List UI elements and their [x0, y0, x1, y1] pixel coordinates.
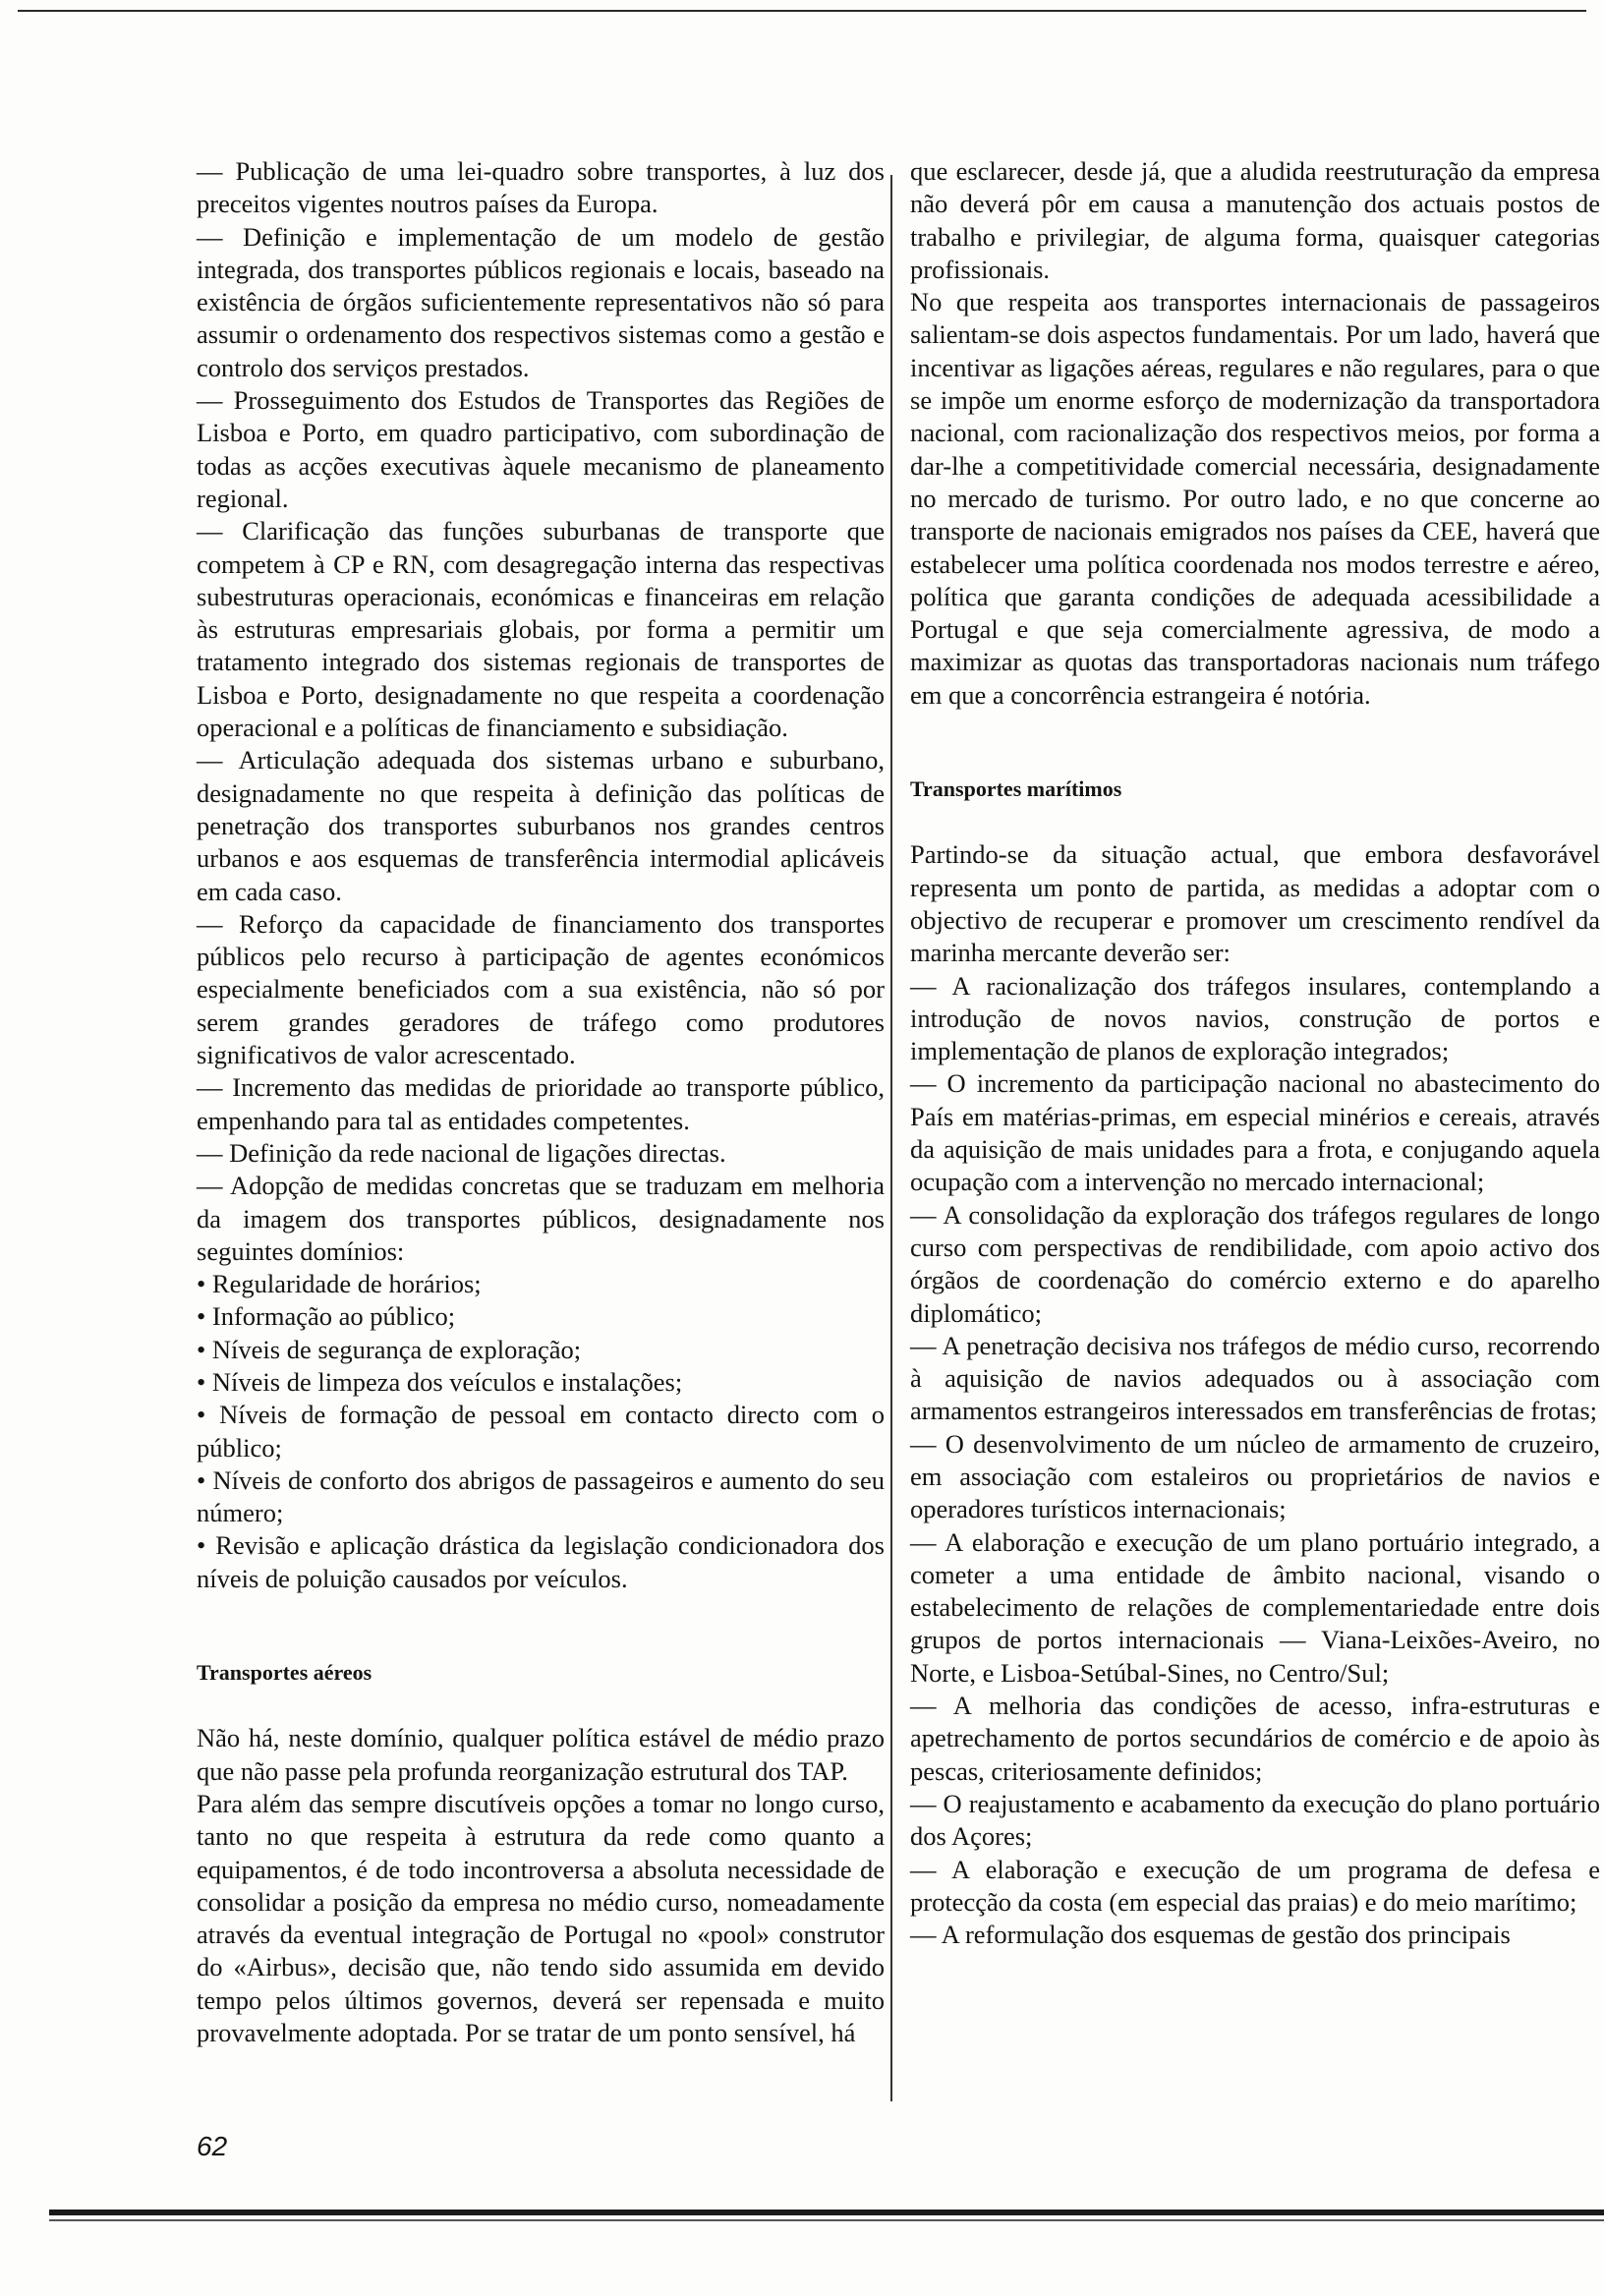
list-item: — A penetração decisiva nos tráfegos de médio curso, recorrendo à aquisição de navios adequados ou à associação com armamentos estrangeiros interessados em transferências de frotas; [910, 1330, 1600, 1426]
list-item: — O desenvolvimento de um núcleo de armamento de cruzeiro, em associação com estaleiros ou proprietários de navios e operadores turísticos internacionais; [910, 1428, 1600, 1524]
bullet-item: • Regularidade de horários; [197, 1269, 482, 1299]
list-item: — A reformulação dos esquemas de gestão dos principais [910, 1920, 1511, 1950]
list-item: — O reajustamento e acabamento da execução do plano portuário dos Açores; [910, 1788, 1600, 1852]
bullet-item: • Informação ao público; [197, 1301, 456, 1332]
bullet-item: • Níveis de formação de pessoal em contacto directo com o público; [197, 1400, 885, 1463]
list-item: — O incremento da participação nacional no abastecimento do País em matérias-primas, em especial minérios e cereais, através da aquisição de mais unidades para a frota, e conjugando aquela ocupação com a intervenção no mercado internacional; [910, 1068, 1600, 1197]
section-spacer [197, 1595, 885, 1656]
list-item: — A melhoria das condições de acesso, infra-estruturas e apetrechamento de portos secundários de comércio e de apoio às pescas, criteriosamente definidos; [910, 1691, 1600, 1786]
section-spacer [910, 805, 1600, 838]
paragraph: que esclarecer, desde já, que a aludida reestruturação da empresa não deverá pôr em causa a manutenção dos actuais postos de trabalho e privilegiar, de alguma forma, quaisquer categorias profissionais. [910, 156, 1600, 284]
bottom-border-line-thin [49, 2219, 1604, 2221]
list-item: — A elaboração e execução de um plano portuário integrado, a cometer a uma entidade de âmbito nacional, visando o estabelecimento de relações de complementariedade entre dois grupos de portos internacionais — Viana-Leixões-Aveiro, no Norte, e Lisboa-Setúbal-Sines, no Centro/Sul; [910, 1526, 1600, 1688]
paragraph: No que respeita aos transportes internacionais de passageiros salientam-se dois aspectos fundamentais. Por um lado, haverá que incentivar as ligações aéreas, regulares e não regulares, para o que se impõe um enorme esforço de modernização da transportadora nacional, com racionalização dos respectivos meios, por forma a dar-lhe a competitividade comercial necessária, designadamente no mercado de turismo. Por outro lado, e no que concerne ao transporte de nacionais emigrados nos países da CEE, haverá que estabelecer uma política coordenada nos modos terrestre e aéreo, política que garanta condições de adequada acessibilidade a Portugal e que seja comercialmente agressiva, de modo a maximizar as quotas das transportadoras nacionais num tráfego em que a concorrência estrangeira é notória. [910, 287, 1600, 710]
bottom-border-line [49, 2210, 1604, 2215]
bullet-item: • Níveis de limpeza dos veículos e instalações; [197, 1366, 683, 1397]
page-number: 62 [197, 2131, 228, 2161]
list-item: — A consolidação da exploração dos tráfegos regulares de longo curso com perspectivas de rendibilidade, com apoio activo dos órgãos de coordenação do comércio externo e do aparelho diplomático; [910, 1199, 1600, 1328]
list-item: — Adopção de medidas concretas que se traduzam em melhoria da imagem dos transportes públicos, designadamente nos seguintes domínios: [197, 1171, 885, 1266]
bullet-item: • Níveis de segurança de exploração; [197, 1334, 582, 1364]
paragraph: Não há, neste domínio, qualquer política estável de médio prazo que não passe pela profunda reorganização estrutural dos TAP. [197, 1723, 885, 1786]
section-spacer [910, 712, 1600, 773]
section-spacer [197, 1689, 885, 1722]
right-column [910, 155, 1600, 1951]
paragraph: Para além das sempre discutíveis opções a tomar no longo curso, tanto no que respeita à estrutura da rede como quanto a equipamentos, é de todo incontroversa a absoluta necessidade de consolidar a posição da empresa no médio curso, nomeadamente através da eventual integração de Portugal no «pool» construtor do «Airbus», decisão que, não tendo sido assumida em devido tempo pelos últimos governos, deverá ser repensada e muito provavelmente adoptada. Por se tratar de um ponto sensível, há [197, 1788, 885, 2048]
section-heading-air-transport: Transportes aéreos [197, 1660, 372, 1686]
list-item: — Prosseguimento dos Estudos de Transportes das Regiões de Lisboa e Porto, em quadro participativo, com subordinação de todas as acções executivas àquele mecanismo de planeamento regional. [197, 385, 885, 513]
list-item: — Clarificação das funções suburbanas de transporte que competem à CP e RN, com desagregação interna das respectivas subestruturas operacionais, económicas e financeiras em relação às estruturas empresariais globais, por forma a permitir um tratamento integrado dos sistemas regionais de transportes de Lisboa e Porto, designadamente no que respeita a coordenação operacional e a políticas de financiamento e subsidiação. [197, 516, 885, 743]
list-item: — Articulação adequada dos sistemas urbano e suburbano, designadamente no que respeita à definição das políticas de penetração dos transportes suburbanos nos grandes centros urbanos e aos esquemas de transferência intermodial aplicáveis em cada caso. [197, 745, 885, 906]
list-item: — Incremento das medidas de prioridade ao transporte público, empenhando para tal as entidades competentes. [197, 1072, 885, 1135]
list-item: — Reforço da capacidade de financiamento dos transportes públicos pelo recurso à participação de agentes económicos especialmente beneficiados com a sua existência, não só por serem grandes geradores de tráfego como produtores significativos de valor acrescentado. [197, 908, 885, 1070]
list-item: — A elaboração e execução de um programa de defesa e protecção da costa (em especial das praias) e do meio marítimo; [910, 1854, 1600, 1917]
bullet-item: • Revisão e aplicação drástica da legislação condicionadora dos níveis de poluição causados por veículos. [197, 1530, 885, 1593]
bullet-item: • Níveis de conforto dos abrigos de passageiros e aumento do seu número; [197, 1464, 885, 1528]
paragraph: Partindo-se da situação actual, que embora desfavorável representa um ponto de partida, as medidas a adoptar com o objectivo de recuperar e promover um crescimento rendível da marinha mercante deverão ser: [910, 839, 1600, 968]
top-border-line [18, 10, 1586, 12]
list-item: — Definição e implementação de um modelo de gestão integrada, dos transportes públicos regionais e locais, baseado na existência de órgãos suficientemente representativos não só para assumir o ordenamento dos respectivos sistemas como a gestão e controlo dos serviços prestados. [197, 221, 885, 382]
column-divider [890, 175, 892, 2101]
list-item: — A racionalização dos tráfegos insulares, contemplando a introdução de novos navios, construção de portos e implementação de planos de exploração integrados; [910, 970, 1600, 1066]
left-column [197, 155, 885, 2049]
section-heading-maritime-transport: Transportes marítimos [910, 776, 1122, 802]
list-item: — Publicação de uma lei-quadro sobre transportes, à luz dos preceitos vigentes noutros países da Europa. [197, 156, 885, 219]
list-item: — Definição da rede nacional de ligações directas. [197, 1137, 726, 1168]
